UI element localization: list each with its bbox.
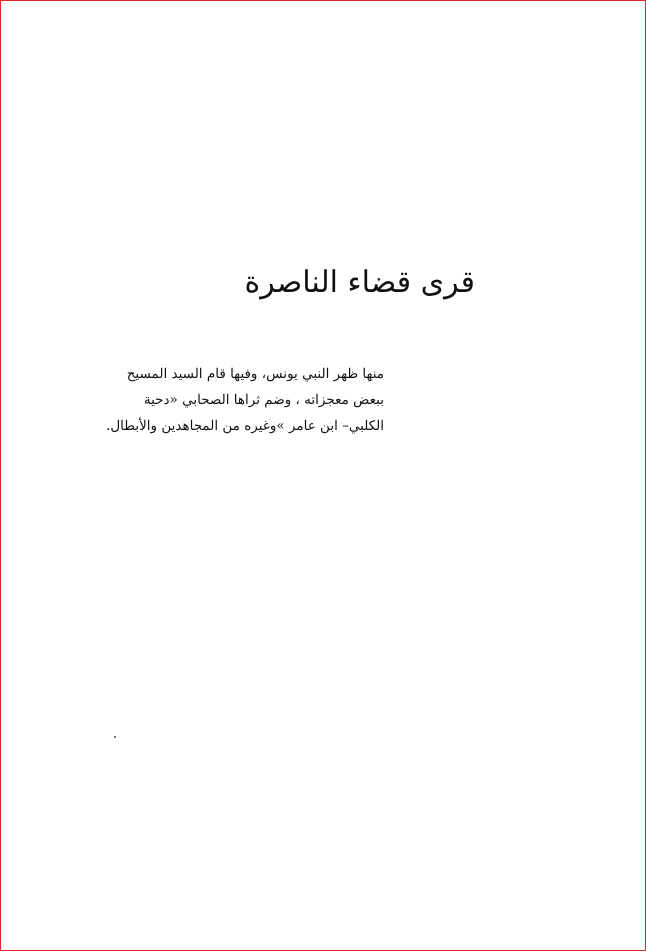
page-content (1, 1, 645, 950)
body-line: الكلبي– ابن عامر »وغيره من المجاهدين والأبطال. (106, 418, 384, 434)
stray-dot (114, 736, 116, 738)
chapter-title: قرى قضاء الناصرة (244, 265, 475, 300)
body-line: منها ظهر النبي يونس، وفيها قام السيد المسيح (126, 366, 384, 382)
body-line: ببعض معجزاته ، وضم ثراها الصحابي «دحية (143, 392, 384, 408)
body-paragraph (106, 361, 384, 439)
